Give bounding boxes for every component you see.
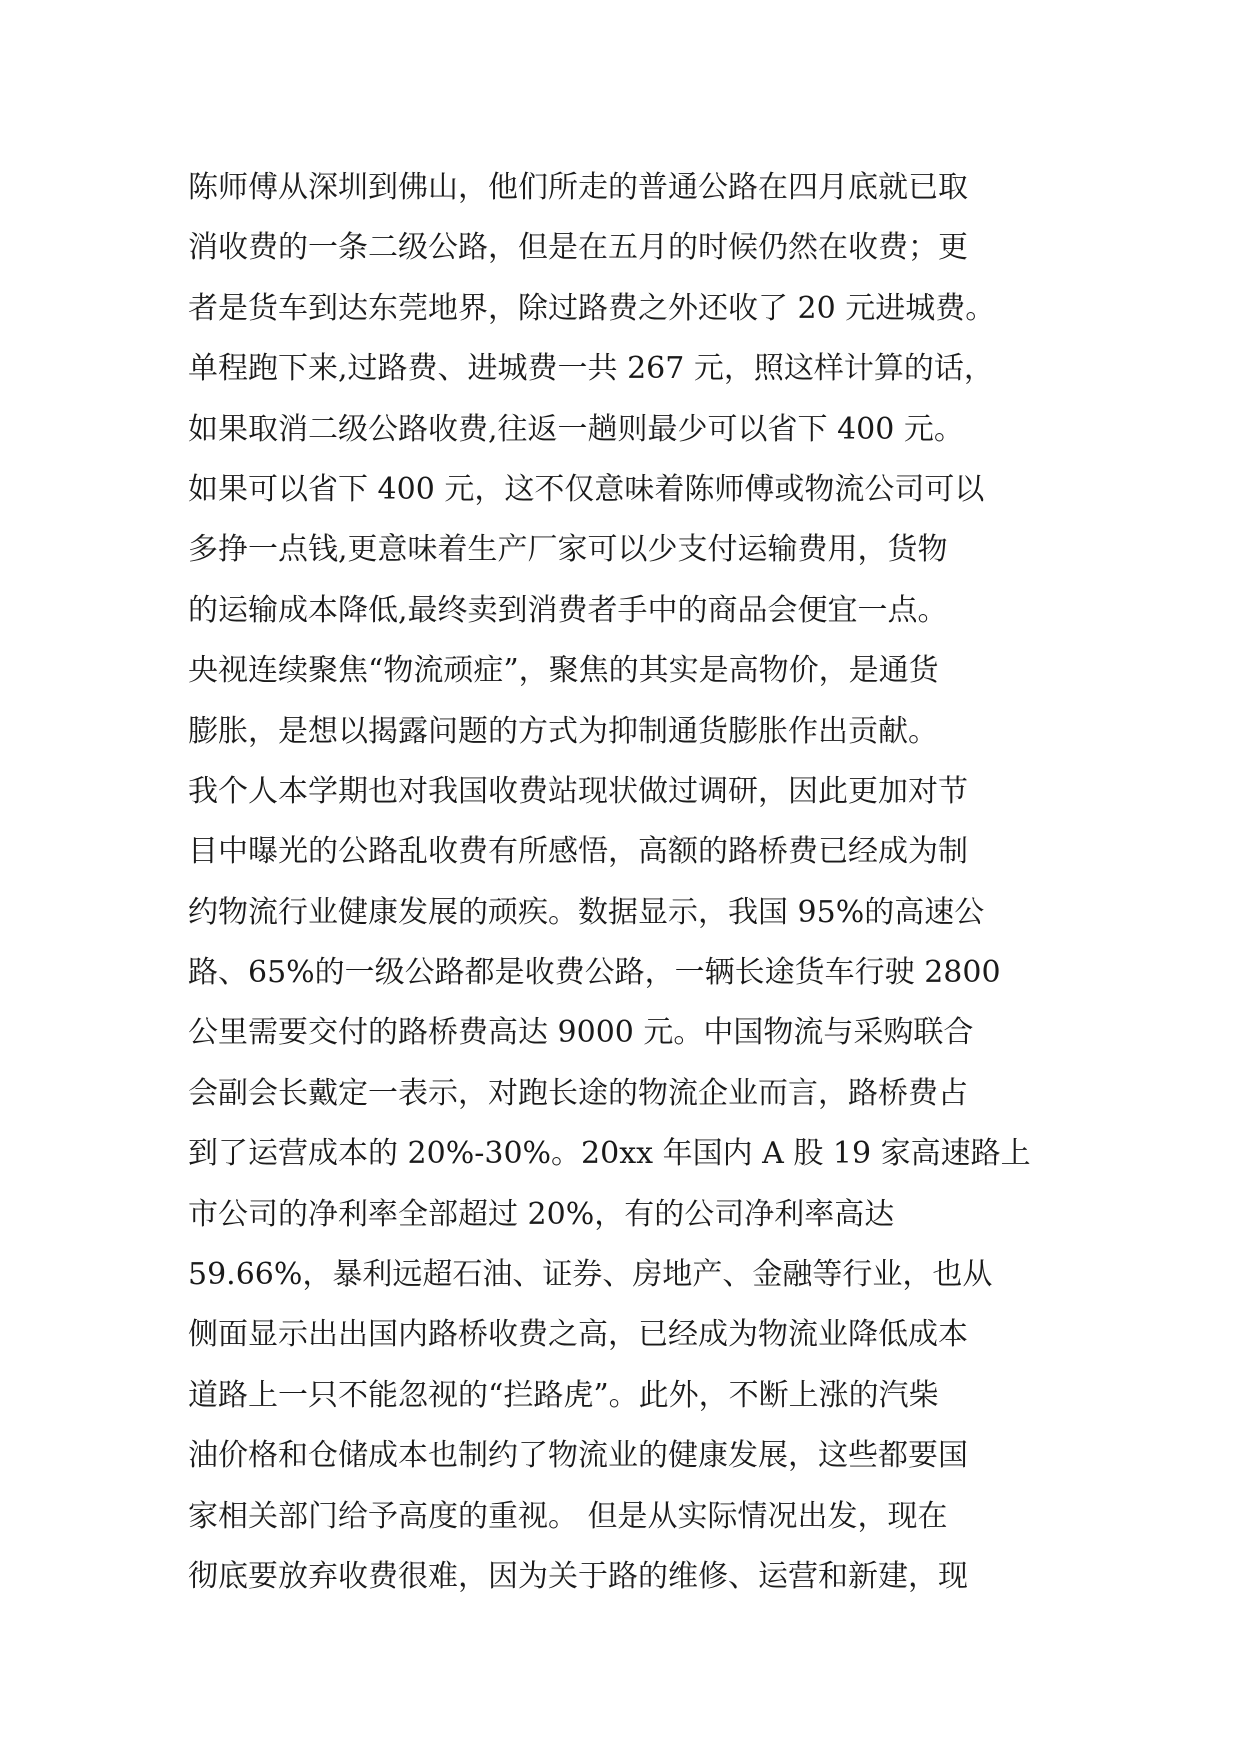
body-text	[188, 158, 1068, 1607]
text-line: 多挣一点钱,更意味着生产厂家可以少支付运输费用，货物	[188, 532, 948, 568]
text-line: 的运输成本降低,最终卖到消费者手中的商品会便宜一点。	[188, 592, 948, 628]
text-line: 目中曝光的公路乱收费有所感悟，高额的路桥费已经成为制	[188, 834, 968, 870]
text-line: 央视连续聚焦“物流顽症”，聚焦的其实是高物价，是通货	[188, 653, 939, 689]
text-line: 膨胀，是想以揭露问题的方式为抑制通货膨胀作出贡献。	[188, 713, 938, 749]
text-line: 者是货车到达东莞地界，除过路费之外还收了 20 元进城费。	[188, 290, 996, 326]
text-line: 公里需要交付的路桥费高达 9000 元。中国物流与采购联合	[188, 1015, 974, 1051]
text-line: 彻底要放弃收费很难，因为关于路的维修、运营和新建，现	[188, 1558, 968, 1594]
text-line: 我个人本学期也对我国收费站现状做过调研，因此更加对节	[188, 773, 968, 809]
text-line: 会副会长戴定一表示，对跑长途的物流企业而言，路桥费占	[188, 1075, 968, 1111]
text-line: 约物流行业健康发展的顽疾。数据显示，我国 95%的高速公	[188, 894, 985, 930]
text-line: 油价格和仓储成本也制约了物流业的健康发展，这些都要国	[188, 1438, 968, 1474]
text-line: 道路上一只不能忽视的“拦路虎”。此外，不断上涨的汽柴	[188, 1377, 939, 1413]
text-line: 市公司的净利率全部超过 20%，有的公司净利率高达	[188, 1196, 895, 1232]
text-line: 消收费的一条二级公路，但是在五月的时候仍然在收费；更	[188, 230, 968, 266]
text-line: 陈师傅从深圳到佛山，他们所走的普通公路在四月底就已取	[188, 170, 968, 205]
text-line: 路、65%的一级公路都是收费公路，一辆长途货车行驶 2800	[188, 955, 1001, 991]
text-line: 59.66%，暴利远超石油、证券、房地产、金融等行业，也从	[188, 1257, 993, 1293]
text-line: 如果取消二级公路收费,往返一趟则最少可以省下 400 元。	[188, 411, 964, 447]
text-line: 如果可以省下 400 元，这不仅意味着陈师傅或物流公司可以	[188, 471, 985, 507]
text-line: 到了运营成本的 20%-30%。20xx 年国内 A 股 19 家高速路上	[188, 1136, 1031, 1172]
text-line: 单程跑下来,过路费、进城费一共 267 元，照这样计算的话，	[188, 351, 994, 387]
text-line: 侧面显示出出国内路桥收费之高，已经成为物流业降低成本	[188, 1317, 968, 1353]
text-line: 家相关部门给予高度的重视。 但是从实际情况出发，现在	[188, 1498, 948, 1534]
